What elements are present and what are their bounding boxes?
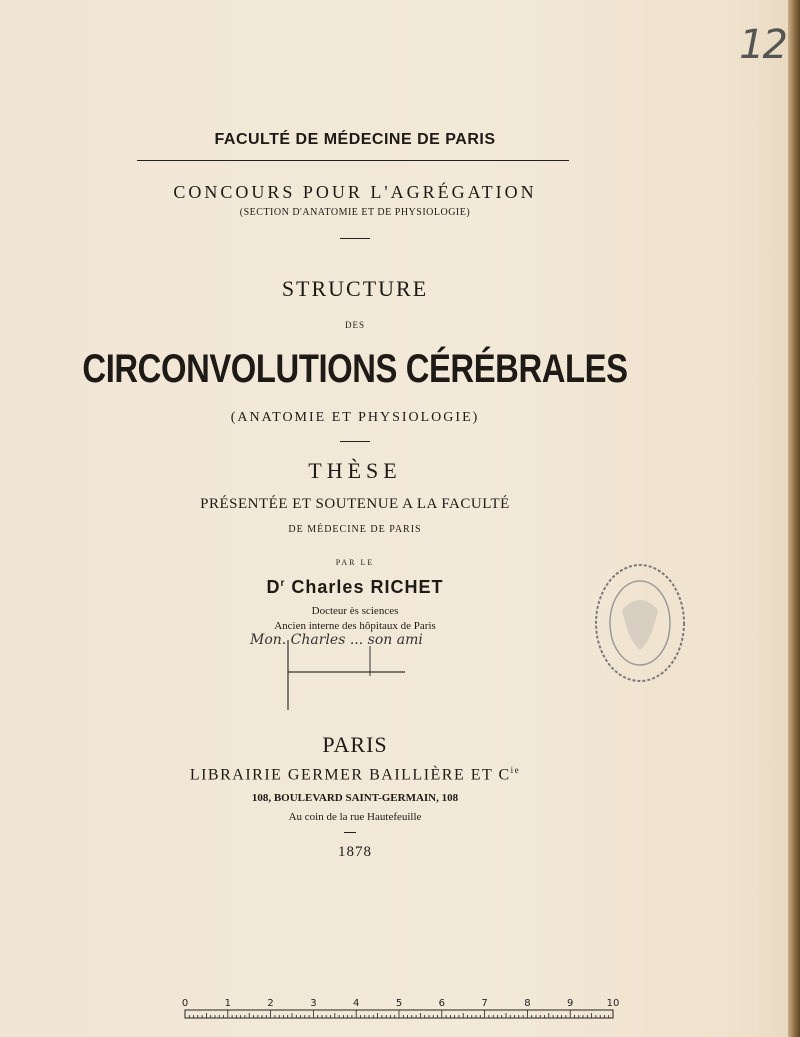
inscription-bracket xyxy=(280,636,410,714)
ruler-label: 4 xyxy=(353,998,360,1009)
publisher-address: 108, BOULEVARD SAINT-GERMAIN, 108 xyxy=(251,792,459,804)
ruler-label: 9 xyxy=(567,998,574,1009)
city: PARIS xyxy=(322,732,388,757)
faculty-heading: FACULTÉ DE MÉDECINE DE PARIS xyxy=(214,131,496,148)
ruler-label: 0 xyxy=(181,998,189,1009)
short-rule-2 xyxy=(340,441,370,442)
des-word: DES xyxy=(344,320,365,330)
short-rule-3 xyxy=(344,832,356,833)
ruler-label: 10 xyxy=(606,998,620,1009)
ruler-label: 1 xyxy=(224,998,231,1009)
author-prefix-sup: r xyxy=(280,578,286,589)
ruler-label: 5 xyxy=(395,998,403,1009)
ruler-label: 8 xyxy=(524,998,531,1009)
main-title: CIRCONVOLUTIONS CÉRÉBRALES xyxy=(82,347,628,391)
concours-line: CONCOURS POUR L'AGRÉGATION xyxy=(173,182,537,202)
handwritten-inscription: Mon. Charles ... son ami xyxy=(250,632,423,648)
short-rule-1 xyxy=(340,238,370,239)
section-line: (SECTION D'ANATOMIE ET DE PHYSIOLOGIE) xyxy=(239,207,471,218)
folio-number: 12 xyxy=(739,22,786,68)
presentee-line: PRÉSENTÉE ET SOUTENUE A LA FACULTÉ xyxy=(200,496,510,512)
publisher-sup: ie xyxy=(510,765,521,775)
publisher-text: LIBRAIRIE GERMER BAILLIÈRE ET C xyxy=(189,766,511,784)
these-heading: THÈSE xyxy=(308,458,402,483)
scale-ruler xyxy=(181,996,620,1020)
author-name-text: Charles RICHET xyxy=(285,577,444,597)
ruler-label: 3 xyxy=(310,998,317,1009)
author-prefix: D xyxy=(266,577,281,597)
ruler-label: 6 xyxy=(438,998,445,1009)
author-degree: Docteur ès sciences xyxy=(311,605,399,617)
author-position: Ancien interne des hôpitaux de Paris xyxy=(274,620,436,632)
page-edge xyxy=(788,0,800,1037)
ruler-label: 7 xyxy=(481,998,488,1009)
structure-word: STRUCTURE xyxy=(281,276,429,301)
top-rule xyxy=(137,160,569,161)
library-stamp xyxy=(592,560,688,686)
subtitle: (ANATOMIE ET PHYSIOLOGIE) xyxy=(230,410,480,425)
publication-year: 1878 xyxy=(338,844,372,860)
par-le: PAR LE xyxy=(335,558,375,567)
publisher xyxy=(0,765,710,784)
ruler-label: 2 xyxy=(267,998,274,1009)
address-corner: Au coin de la rue Hautefeuille xyxy=(288,811,422,823)
faculty-line: DE MÉDECINE DE PARIS xyxy=(288,524,422,535)
